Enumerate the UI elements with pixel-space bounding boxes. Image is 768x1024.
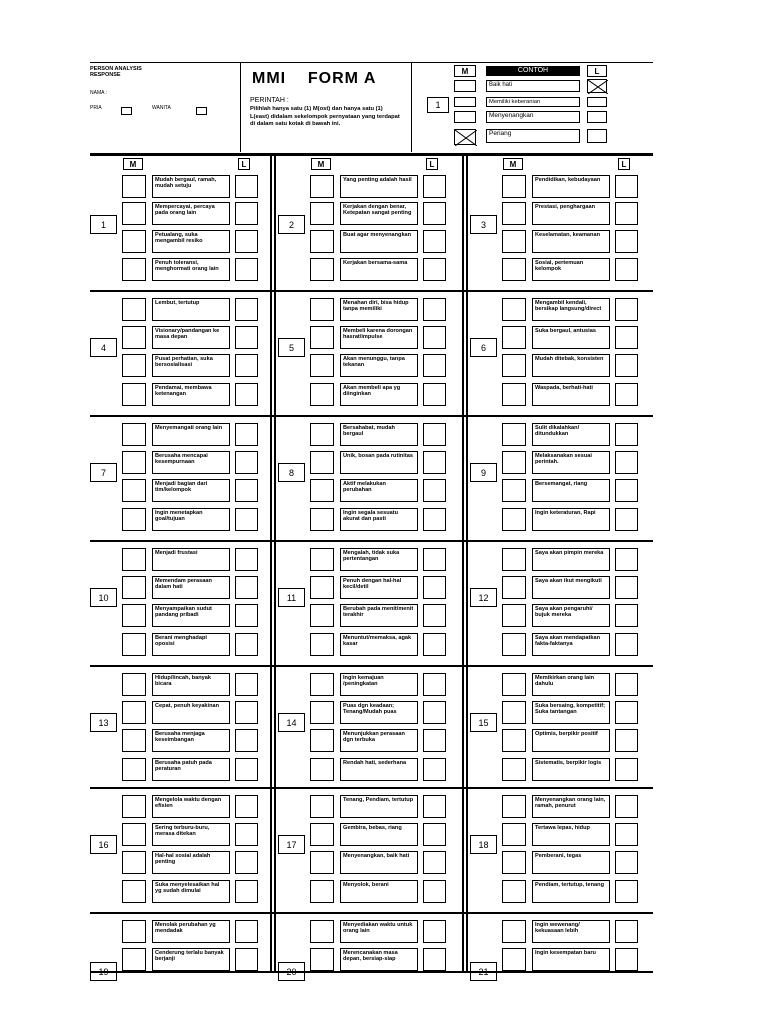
cross-icon [455,130,477,146]
most-answer-box[interactable] [502,451,526,474]
least-answer-box[interactable] [235,326,258,349]
least-answer-box[interactable] [615,326,638,349]
statement: Akan membeli apa yg diinginkan [340,383,418,406]
most-answer-box[interactable] [310,604,334,627]
statement: Ingin menetapkan goal/tujuan [152,508,230,531]
statement: Bersemangat, riang [532,479,610,502]
statement: Saya akan pimpin mereka [532,548,610,571]
least-answer-box[interactable] [615,298,638,321]
least-answer-box[interactable] [235,729,258,752]
least-answer-box[interactable] [235,880,258,903]
most-answer-box[interactable] [310,701,334,724]
most-answer-box[interactable] [310,354,334,377]
least-answer-box[interactable] [615,548,638,571]
statement: Pendidikan, kebudayaan [532,175,610,198]
statement: Mudah bergaul, ramah, mudah setuju [152,175,230,198]
least-answer-box[interactable] [615,673,638,696]
least-answer-box[interactable] [423,326,446,349]
most-answer-box[interactable] [122,851,146,874]
most-answer-box[interactable] [502,880,526,903]
least-answer-box[interactable] [423,298,446,321]
statement: Berubah pada menit/menit terakhir [340,604,418,627]
most-answer-box[interactable] [310,508,334,531]
statement: Mudah ditebak, konsisten [532,354,610,377]
most-answer-box[interactable] [502,701,526,724]
statement: Saya akan mendapatkan fakta-faktanya [532,633,610,656]
statement: Ingin kemajuan /peningkatan [340,673,418,696]
most-answer-box[interactable] [122,729,146,752]
most-answer-box[interactable] [122,423,146,446]
most-answer-box[interactable] [122,548,146,571]
grid-bottom-rule [90,971,653,973]
most-answer-box[interactable] [502,298,526,321]
most-answer-box[interactable] [502,795,526,818]
statement: Cepat, penuh keyakinan [152,701,230,724]
group-number: 14 [278,713,305,732]
least-answer-box[interactable] [423,479,446,502]
most-answer-box[interactable] [310,758,334,781]
most-answer-box[interactable] [122,701,146,724]
most-answer-box[interactable] [502,851,526,874]
least-answer-box[interactable] [615,354,638,377]
statement: Pusat perhatian, suka bersosialisasi [152,354,230,377]
statement: Berusaha mencapai kesempurnaan [152,451,230,474]
least-answer-box[interactable] [423,423,446,446]
statement: Berusaha patuh pada peraturan [152,758,230,781]
most-answer-box[interactable] [310,326,334,349]
most-answer-box[interactable] [502,920,526,943]
most-answer-box[interactable] [310,548,334,571]
least-answer-box[interactable] [615,633,638,656]
least-answer-box[interactable] [235,823,258,846]
least-answer-box[interactable] [423,880,446,903]
example-item: Baik hati [486,80,580,92]
example-l-box [587,111,607,123]
least-answer-box[interactable] [235,451,258,474]
least-answer-box[interactable] [615,920,638,943]
statement: Sosial, pertemuan kelompok [532,258,610,281]
least-answer-box[interactable] [615,175,638,198]
statement: Pendamai, membawa ketenangan [152,383,230,406]
statement: Sulit dikalahkan/ ditundukkan [532,423,610,446]
group-number: 9 [470,463,497,482]
least-answer-box[interactable] [235,548,258,571]
most-answer-box[interactable] [310,729,334,752]
most-answer-box[interactable] [502,548,526,571]
most-answer-box[interactable] [122,758,146,781]
least-answer-box[interactable] [423,604,446,627]
group-number: 7 [90,463,117,482]
least-answer-box[interactable] [423,230,446,253]
group-number: 4 [90,338,117,357]
example-m-box [454,111,476,123]
most-answer-box[interactable] [502,230,526,253]
least-answer-box[interactable] [235,479,258,502]
least-answer-box[interactable] [235,758,258,781]
least-answer-box[interactable] [423,948,446,971]
least-answer-box[interactable] [423,633,446,656]
least-answer-box[interactable] [423,258,446,281]
most-answer-box[interactable] [122,604,146,627]
least-answer-box[interactable] [615,795,638,818]
statement: Menyenangkan orang lain, ramah, penurut [532,795,610,818]
header-subtitle: RESPONSE [90,72,121,78]
least-answer-box[interactable] [235,202,258,225]
statement: Mengelola waktu dengan efisien [152,795,230,818]
most-answer-box[interactable] [502,383,526,406]
least-answer-box[interactable] [423,383,446,406]
least-answer-box[interactable] [423,202,446,225]
statement: Pendiam, tertutup, tenang [532,880,610,903]
column-divider [270,153,272,973]
most-answer-box[interactable] [502,479,526,502]
statement: Memendam perasaan dalam hati [152,576,230,599]
most-answer-box[interactable] [310,633,334,656]
most-answer-box[interactable] [122,948,146,971]
statement: Petualang, suka mengambil resiko [152,230,230,253]
most-answer-box[interactable] [122,920,146,943]
column-header-m: M [123,158,143,170]
example-number: 1 [427,97,449,113]
group-number: 16 [90,835,117,854]
statement: Menuntut/memaksa, agak kasar [340,633,418,656]
example-item: Menyenangkan [486,111,580,123]
statement: Memikirkan orang lain dahulu [532,673,610,696]
statement: Hal-hal sosial adalah penting [152,851,230,874]
least-answer-box[interactable] [615,880,638,903]
least-answer-box[interactable] [423,673,446,696]
least-answer-box[interactable] [615,758,638,781]
column-divider [466,153,468,973]
statement: Mengalah, tidak suka pertentangan [340,548,418,571]
example-l-box [587,97,607,107]
group-divider [90,665,653,667]
least-answer-box[interactable] [423,175,446,198]
example-m-box [454,80,476,92]
example-m-box [454,97,476,107]
least-answer-box[interactable] [615,823,638,846]
most-answer-box[interactable] [122,230,146,253]
most-answer-box[interactable] [122,175,146,198]
most-answer-box[interactable] [122,258,146,281]
group-divider [90,787,653,789]
most-answer-box[interactable] [502,354,526,377]
most-answer-box[interactable] [122,451,146,474]
least-answer-box[interactable] [423,548,446,571]
least-answer-box[interactable] [615,576,638,599]
column-divider [462,153,464,973]
least-answer-box[interactable] [615,508,638,531]
group-number: 6 [470,338,497,357]
least-answer-box[interactable] [423,508,446,531]
statement: Suka menyelesaikan hal yg sudah dimulai [152,880,230,903]
least-answer-box[interactable] [235,795,258,818]
least-answer-box[interactable] [615,729,638,752]
group-number: 3 [470,215,497,234]
least-answer-box[interactable] [235,508,258,531]
column-header-l: L [618,158,630,170]
statement: Penuh dengan hal-hal kecil/detil [340,576,418,599]
statement: Berani menghadapi oposisi [152,633,230,656]
cross-icon [588,80,608,94]
statement: Waspada, berhati-hati [532,383,610,406]
least-answer-box[interactable] [615,451,638,474]
most-answer-box[interactable] [122,298,146,321]
column-header-l: L [238,158,250,170]
statement: Rendah hati, sederhana [340,758,418,781]
grid-top-rule [90,153,653,156]
statement: Cenderung terlalu banyak berjanji [152,948,230,971]
group-number: 18 [470,835,497,854]
instruction-text: Pilihlah hanya satu (1) M(ost) dan hanya satu (1) L(east) didalam sekelompok pernyataan yang terdapat di dalam satu kotak di bawah ini. [250,106,400,128]
most-answer-box[interactable] [122,880,146,903]
least-answer-box[interactable] [235,354,258,377]
group-divider [90,912,653,914]
statement: Menyolok, berani [340,880,418,903]
most-answer-box[interactable] [122,673,146,696]
most-answer-box[interactable] [310,451,334,474]
most-answer-box[interactable] [122,795,146,818]
statement: Tenang, Pendiam, tertutup [340,795,418,818]
most-answer-box[interactable] [310,795,334,818]
most-answer-box[interactable] [502,326,526,349]
most-answer-box[interactable] [502,508,526,531]
most-answer-box[interactable] [310,920,334,943]
most-answer-box[interactable] [122,326,146,349]
most-answer-box[interactable] [122,479,146,502]
least-answer-box[interactable] [235,633,258,656]
least-answer-box[interactable] [423,451,446,474]
statement: Visionary/pandangan ke masa depan [152,326,230,349]
most-answer-box[interactable] [310,298,334,321]
most-answer-box[interactable] [310,202,334,225]
most-answer-box[interactable] [502,175,526,198]
group-number: 10 [90,588,117,607]
group-number: 17 [278,835,305,854]
most-answer-box[interactable] [310,479,334,502]
least-answer-box[interactable] [423,851,446,874]
least-answer-box[interactable] [423,701,446,724]
example-item: Periang [486,129,580,143]
statement: Hidup/lincah, banyak bicara [152,673,230,696]
most-answer-box[interactable] [502,604,526,627]
statement: Optimis, berpikir positif [532,729,610,752]
statement: Kerjakan bersama-sama [340,258,418,281]
most-answer-box[interactable] [310,230,334,253]
statement: Sistematis, berpikir logis [532,758,610,781]
group-divider [90,290,653,292]
nama-label: NAMA : [90,90,107,96]
most-answer-box[interactable] [122,823,146,846]
least-answer-box[interactable] [235,258,258,281]
statement: Ingin segala sesuatu akurat dan pasti [340,508,418,531]
statement: Pemberani, tegas [532,851,610,874]
most-answer-box[interactable] [310,175,334,198]
least-answer-box[interactable] [423,823,446,846]
perintah-label: PERINTAH : [250,97,289,104]
statement: Menjadi frustasi [152,548,230,571]
least-answer-box[interactable] [423,758,446,781]
least-answer-box[interactable] [423,354,446,377]
statement: Melaksanakan sesuai perintah. [532,451,610,474]
group-divider [90,540,653,542]
most-answer-box[interactable] [122,354,146,377]
least-answer-box[interactable] [235,576,258,599]
pria-checkbox[interactable] [121,107,132,115]
statement: Gembira, bebas, riang [340,823,418,846]
least-answer-box[interactable] [615,423,638,446]
least-answer-box[interactable] [615,230,638,253]
statement: Kerjakan dengan benar, Ketepatan sangat penting [340,202,418,225]
group-number: 8 [278,463,305,482]
statement: Mempercayai, percaya pada orang lain [152,202,230,225]
example-m-header: M [454,65,476,77]
least-answer-box[interactable] [235,383,258,406]
pria-label: PRIA [90,105,102,111]
least-answer-box[interactable] [615,701,638,724]
statement: Menunjukkan perasaan dgn terbuka [340,729,418,752]
example-item: Memiliki keberanian [486,97,580,107]
group-number: 13 [90,713,117,732]
most-answer-box[interactable] [502,258,526,281]
most-answer-box[interactable] [310,673,334,696]
statement: Ingin kesempatan baru [532,948,610,971]
most-answer-box[interactable] [310,948,334,971]
least-answer-box[interactable] [235,701,258,724]
least-answer-box[interactable] [235,673,258,696]
group-number: 15 [470,713,497,732]
statement: Bersahabat, mudah bergaul [340,423,418,446]
column-divider [274,153,276,973]
example-m-mark [454,129,476,145]
statement: Ingin keteraturan, Rapi [532,508,610,531]
most-answer-box[interactable] [310,880,334,903]
most-answer-box[interactable] [502,202,526,225]
least-answer-box[interactable] [423,920,446,943]
least-answer-box[interactable] [423,795,446,818]
statement: Menyediakan waktu untuk orang lain [340,920,418,943]
statement: Menyenangkan, baik hati [340,851,418,874]
column-header-m: M [311,158,331,170]
most-answer-box[interactable] [502,948,526,971]
most-answer-box[interactable] [310,423,334,446]
least-answer-box[interactable] [615,202,638,225]
statement: Saya akan pengaruhi/ bujuk mereka [532,604,610,627]
most-answer-box[interactable] [502,673,526,696]
group-number: 2 [278,215,305,234]
contoh-label: CONTOH [486,66,580,76]
most-answer-box[interactable] [310,823,334,846]
least-answer-box[interactable] [615,479,638,502]
statement: Unik, bosan pada rutinitas [340,451,418,474]
most-answer-box[interactable] [122,576,146,599]
statement: Keselamatan, keamanan [532,230,610,253]
statement: Ingin wewenang/ kekuasaan lebih [532,920,610,943]
form-title: MMI FORM A [252,70,377,87]
statement: Mengambil kendali, bersikap langsung/direct [532,298,610,321]
statement: Merencanakan masa depan, bersiap-siap [340,948,418,971]
least-answer-box[interactable] [615,258,638,281]
group-number: 11 [278,588,305,607]
statement: Berusaha menjaga keseimbangan [152,729,230,752]
statement: Membeli karena dorongan hasrat/impulse [340,326,418,349]
statement: Akan menunggu, tanpa tekanan [340,354,418,377]
statement: Menolak perubahan yg mendadak [152,920,230,943]
least-answer-box[interactable] [235,948,258,971]
example-l-box [587,129,607,143]
most-answer-box[interactable] [310,851,334,874]
most-answer-box[interactable] [502,423,526,446]
most-answer-box[interactable] [502,758,526,781]
most-answer-box[interactable] [310,258,334,281]
least-answer-box[interactable] [423,729,446,752]
least-answer-box[interactable] [615,851,638,874]
column-header-l: L [426,158,438,170]
most-answer-box[interactable] [502,576,526,599]
statement: Penuh toleransi, menghormati orang lain [152,258,230,281]
column-header-m: M [503,158,523,170]
statement: Tertawa lepas, hidup [532,823,610,846]
most-answer-box[interactable] [122,508,146,531]
least-answer-box[interactable] [615,383,638,406]
most-answer-box[interactable] [310,576,334,599]
header-title: PERSON ANALYSIS [90,66,142,72]
statement: Menahan diri, bisa hidup tanpa memiliki [340,298,418,321]
most-answer-box[interactable] [122,202,146,225]
statement: Menjadi bagian dari tim/kelompok [152,479,230,502]
most-answer-box[interactable] [122,633,146,656]
statement: Puas dgn keadaan; Tenang/Mudah puas [340,701,418,724]
statement: Saya akan ikut mengikuti [532,576,610,599]
least-answer-box[interactable] [235,851,258,874]
statement: Suka bergaul, antusias [532,326,610,349]
most-answer-box[interactable] [502,729,526,752]
least-answer-box[interactable] [615,948,638,971]
group-number: 1 [90,215,117,234]
statement: Sering terburu-buru, merasa ditekan [152,823,230,846]
least-answer-box[interactable] [235,230,258,253]
most-answer-box[interactable] [502,633,526,656]
statement: Lembut, tertutup [152,298,230,321]
least-answer-box[interactable] [235,175,258,198]
most-answer-box[interactable] [502,823,526,846]
wanita-label: WANITA [152,105,171,111]
least-answer-box[interactable] [423,576,446,599]
wanita-checkbox[interactable] [196,107,207,115]
statement: Menyampaikan sudut pandang pribadi [152,604,230,627]
statement: Menyemangati orang lain [152,423,230,446]
statement: Yang penting adalah hasil [340,175,418,198]
least-answer-box[interactable] [235,423,258,446]
group-number: 5 [278,338,305,357]
least-answer-box[interactable] [235,604,258,627]
least-answer-box[interactable] [235,920,258,943]
most-answer-box[interactable] [122,383,146,406]
least-answer-box[interactable] [235,298,258,321]
least-answer-box[interactable] [615,604,638,627]
statement: Buat agar menyenangkan [340,230,418,253]
statement: Suka bersaing, kompetitif; Suka tantangan [532,701,610,724]
statement: Aktif melakukan perubahan [340,479,418,502]
most-answer-box[interactable] [310,383,334,406]
group-divider [90,415,653,417]
statement: Prestasi, penghargaan [532,202,610,225]
group-number: 12 [470,588,497,607]
example-l-header: L [587,65,607,77]
example-l-mark [587,79,607,93]
